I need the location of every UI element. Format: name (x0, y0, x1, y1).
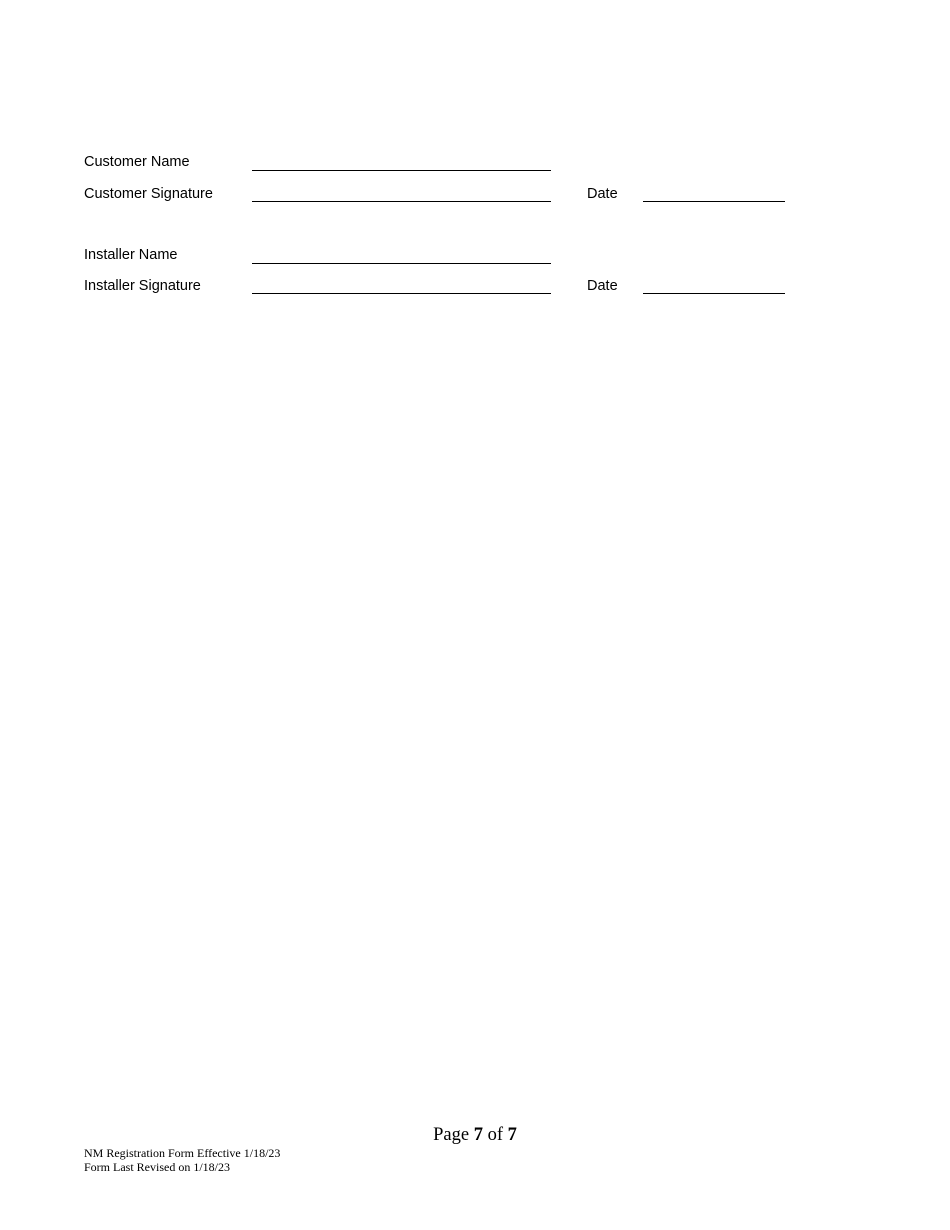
customer-name-field[interactable] (252, 170, 551, 171)
installer-date-field[interactable] (643, 293, 785, 294)
installer-name-field[interactable] (252, 263, 551, 264)
installer-date-label: Date (587, 278, 618, 294)
installer-signature-label: Installer Signature (84, 278, 201, 294)
page-number (0, 1124, 950, 1146)
installer-name-label: Installer Name (84, 247, 178, 263)
installer-signature-field[interactable] (252, 293, 551, 294)
customer-name-label: Customer Name (84, 154, 190, 170)
customer-date-label: Date (587, 186, 618, 202)
footer-effective-date: NM Registration Form Effective 1/18/23 (84, 1146, 281, 1160)
customer-date-field[interactable] (643, 201, 785, 202)
page-of: of (487, 1125, 503, 1145)
page-total: 7 (507, 1125, 517, 1145)
footer-revised-date: Form Last Revised on 1/18/23 (84, 1160, 230, 1174)
page-prefix: Page (433, 1125, 470, 1145)
customer-signature-label: Customer Signature (84, 186, 213, 202)
page-current: 7 (473, 1125, 483, 1145)
customer-signature-field[interactable] (252, 201, 551, 202)
